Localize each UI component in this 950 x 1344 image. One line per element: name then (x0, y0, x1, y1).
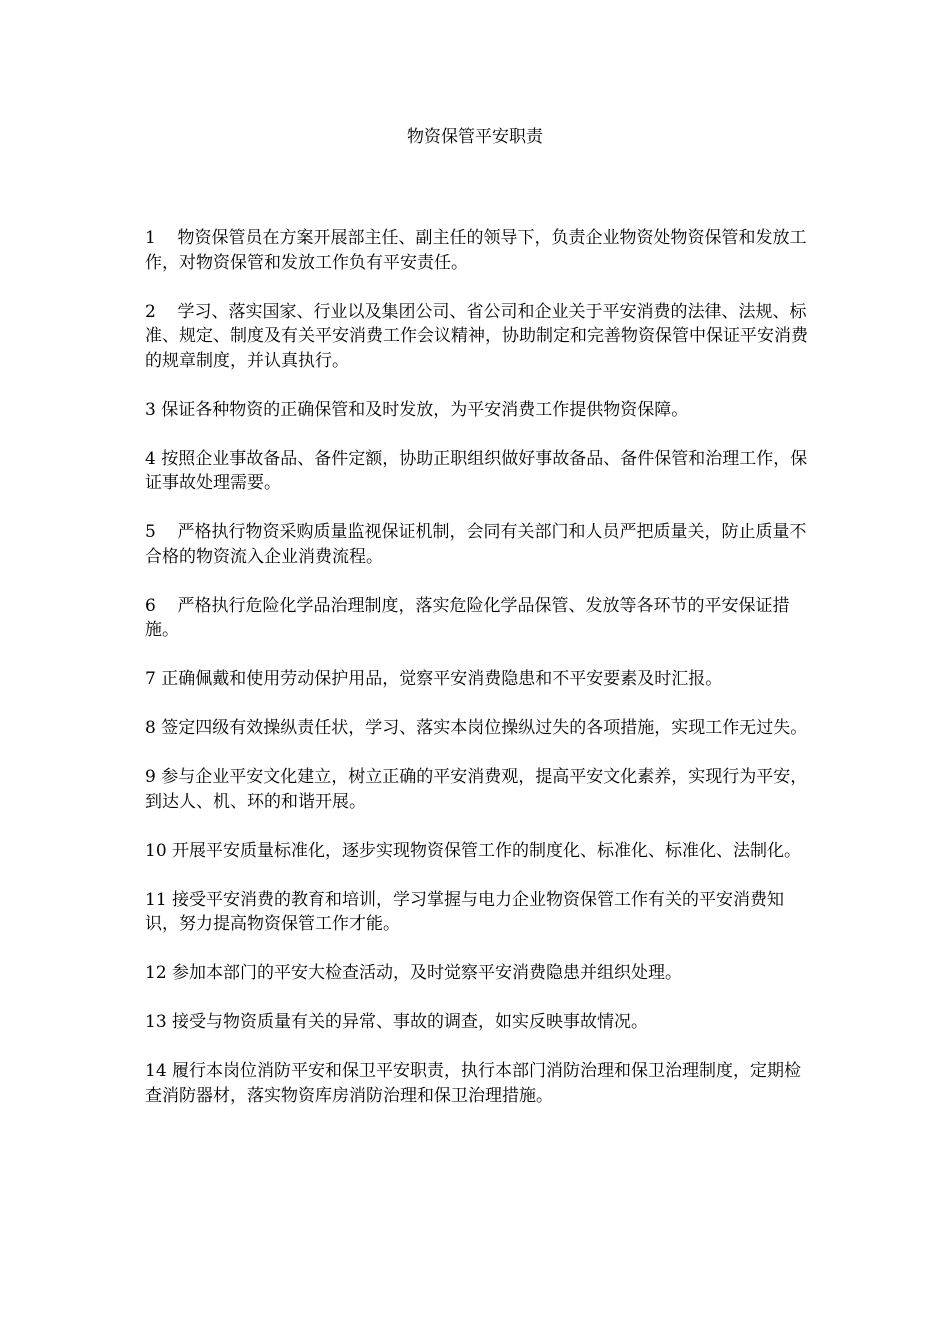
paragraph-2 (145, 300, 810, 374)
paragraph-text: 签定四级有效操纵责任状，学习、落实本岗位操纵过失的各项措施，实现工作无过失。 (161, 718, 808, 738)
paragraph-text: 开展平安质量标准化，逐步实现物资保管工作的制度化、标准化、标准化、法制化。 (172, 840, 802, 861)
paragraph-number: 14 (145, 1061, 167, 1081)
paragraph-11 (145, 888, 810, 937)
paragraph-number: 13 (145, 1012, 167, 1032)
paragraph-text: 参加本部门的平安大检查活动，及时觉察平安消费隐患并组织处理。 (172, 963, 683, 983)
paragraph-number: 2 (145, 301, 156, 322)
paragraph-10 (145, 839, 810, 864)
paragraph-1 (145, 226, 810, 275)
paragraph-number: 7 (145, 669, 156, 689)
paragraph-text: 物资保管员在方案开展部主任、副主任的领导下，负责企业物资处物资保管和发放工作，对物资保管和发放工作负有平安责任。 (145, 228, 807, 273)
paragraph-8 (145, 716, 810, 741)
paragraph-6 (145, 594, 810, 643)
paragraph-number: 6 (145, 595, 156, 616)
paragraph-text: 严格执行危险化学品治理制度，落实危险化学品保管、发放等各环节的平安保证措施。 (145, 595, 790, 640)
paragraph-text: 接受平安消费的教育和培训，学习掌握与电力企业物资保管工作有关的平安消费知识，努力提高物资保管工作才能。 (145, 889, 785, 934)
paragraph-4 (145, 447, 810, 496)
paragraph-text: 保证各种物资的正确保管和及时发放，为平安消费工作提供物资保障。 (161, 399, 689, 420)
paragraph-number: 5 (145, 522, 156, 542)
paragraph-5 (145, 520, 810, 569)
paragraph-text: 参与企业平安文化建立，树立正确的平安消费观，提高平安文化素养，实现行为平安，到达人、机、环的和谐开展。 (145, 767, 808, 812)
paragraph-3 (145, 398, 810, 423)
document-body (145, 226, 810, 1133)
paragraph-number: 3 (145, 399, 156, 420)
paragraph-number: 10 (145, 840, 167, 861)
paragraph-number: 1 (145, 228, 156, 248)
paragraph-number: 12 (145, 963, 167, 983)
paragraph-number: 9 (145, 767, 156, 787)
paragraph-text: 正确佩戴和使用劳动保护用品，觉察平安消费隐患和不平安要素及时汇报。 (161, 669, 723, 689)
paragraph-9 (145, 765, 810, 814)
paragraph-7 (145, 667, 810, 692)
paragraph-number: 8 (145, 718, 156, 738)
paragraph-text: 履行本岗位消防平安和保卫平安职责，执行本部门消防治理和保卫治理制度，定期检查消防器材，落实物资库房消防治理和保卫治理措施。 (145, 1061, 802, 1106)
paragraph-text: 接受与物资质量有关的异常、事故的调查，如实反映事故情况。 (172, 1012, 649, 1032)
paragraph-14 (145, 1059, 810, 1108)
paragraph-13 (145, 1010, 810, 1035)
paragraph-number: 4 (145, 448, 156, 469)
paragraph-text: 按照企业事故备品、备件定额，协助正职组织做好事故备品、备件保管和治理工作，保证事故处理需要。 (145, 448, 808, 493)
paragraph-12 (145, 961, 810, 986)
paragraph-text: 学习、落实国家、行业以及集团公司、省公司和企业关于平安消费的法律、法规、标准、规定、制度及有关平安消费工作会议精神，协助制定和完善物资保管中保证平安消费的规章制度，并认真执行。 (145, 301, 808, 371)
paragraph-number: 11 (145, 889, 167, 910)
document-title: 物资保管平安职责 (407, 127, 543, 147)
paragraph-text: 严格执行物资采购质量监视保证机制，会同有关部门和人员严把质量关，防止质量不合格的物资流入企业消费流程。 (145, 522, 807, 567)
